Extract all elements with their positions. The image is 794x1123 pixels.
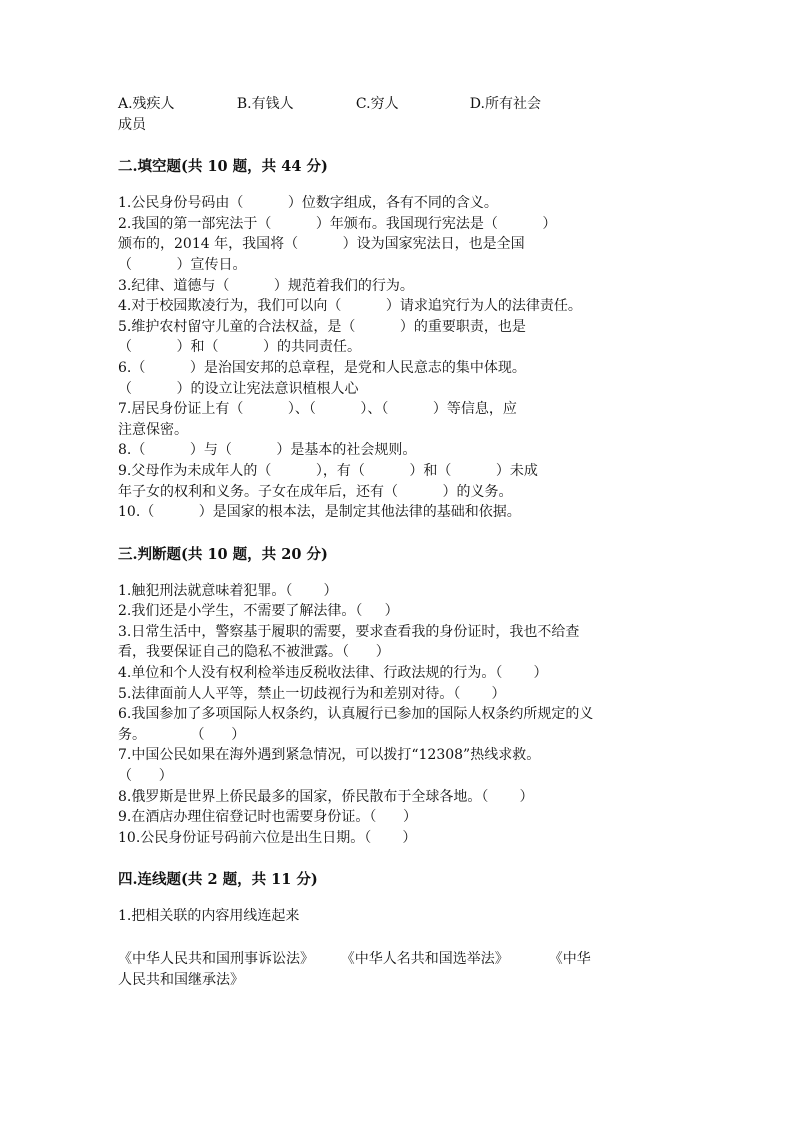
- fill-blank-questions: [118, 193, 674, 523]
- question-line: 看，我要保证自己的隐私不被泄露。（ ）: [118, 644, 390, 661]
- section-title-true-false: 三.判断题(共 10 题，共 20 分): [118, 545, 328, 563]
- choice-options: [118, 94, 674, 135]
- question-line: 6.我国参加了多项国际人权条约，认真履行已参加的国际人权条约所规定的义: [118, 706, 594, 723]
- question-line: 5.维护农村留守儿童的合法权益，是（ ）的重要职责，也是: [118, 318, 526, 335]
- question-line: 2.我国的第一部宪法于（ ）年颁布。我国现行宪法是（ ）: [118, 215, 557, 232]
- question-line: 9.父母作为未成年人的（ ），有（ ）和（ ）未成: [118, 462, 538, 479]
- spacer: [118, 927, 674, 949]
- matching-line: 《中华人民共和国刑事诉讼法》 《中华人名共和国选举法》 《中华: [118, 951, 591, 967]
- section-title-fill-blank: 二.填空题(共 10 题，共 44 分): [118, 158, 328, 176]
- exam-page: [118, 94, 674, 990]
- question-line: 5.法律面前人人平等，禁止一切歧视行为和差别对待。（ ）: [118, 685, 506, 702]
- question-line: 2.我们还是小学生，不需要了解法律。（ ）: [118, 603, 399, 620]
- question-line: 3.日常生活中，警察基于履职的需要，要求查看我的身份证时，我也不给查: [118, 623, 580, 640]
- question-line: （ ）和（ ）的共同责任。: [118, 339, 362, 356]
- question-line: 务。 （ ）: [118, 726, 246, 743]
- choice-options-line: A.残疾人 B.有钱人 C.穷人 D.所有社会: [118, 96, 541, 112]
- question-line: 4.对于校园欺凌行为，我们可以向（ ）请求追究行为人的法律责任。: [118, 298, 582, 315]
- matching-line: 人民共和国继承法》: [118, 971, 244, 988]
- question-line: 年子女的权利和义务。子女在成年后，还有（ ）的义务。: [118, 483, 513, 500]
- question-line: 3.纪律、道德与（ ）规范着我们的行为。: [118, 277, 414, 294]
- matching-question: 1.把相关联的内容用线连起来: [118, 908, 300, 925]
- choice-options-line: 成员: [118, 116, 146, 133]
- question-line: 9.在酒店办理住宿登记时也需要身份证。（ ）: [118, 809, 418, 826]
- question-line: 8.俄罗斯是世界上侨民最多的国家，侨民散布于全球各地。（ ）: [118, 788, 534, 805]
- question-line: 注意保密。: [118, 421, 188, 438]
- true-false-questions: [118, 581, 674, 849]
- question-line: 10.公民身份证号码前六位是出生日期。（ ）: [118, 829, 417, 846]
- question-line: 4.单位和个人没有权利检举违反税收法律、行政法规的行为。（ ）: [118, 665, 548, 682]
- question-line: 7.居民身份证上有（ ）、（ ）、（ ）等信息，应: [118, 401, 517, 418]
- question-line: 8.（ ）与（ ）是基本的社会规则。: [118, 442, 417, 459]
- question-line: 6.（ ）是治国安邦的总章程，是党和人民意志的集中体现。: [118, 359, 526, 376]
- question-line: （ ）宣传日。: [118, 256, 247, 273]
- question-line: 1.公民身份号码由（ ）位数字组成，各有不同的含义。: [118, 195, 498, 212]
- matching-items: [118, 949, 674, 990]
- question-line: （ ）: [118, 768, 173, 785]
- question-line: 7.中国公民如果在海外遇到紧急情况，可以拨打“12308”热线求救。: [118, 747, 541, 764]
- section-title-matching: 四.连线题(共 2 题，共 11 分): [118, 871, 318, 889]
- question-line: 1.触犯刑法就意味着犯罪。（ ）: [118, 582, 338, 599]
- question-line: （ ）的设立让宪法意识植根人心: [118, 380, 359, 397]
- question-line: 颁布的，2014 年，我国将（ ）设为国家宪法日，也是全国: [118, 236, 525, 253]
- question-line: 10.（ ）是国家的根本法，是制定其他法律的基础和依据。: [118, 504, 521, 521]
